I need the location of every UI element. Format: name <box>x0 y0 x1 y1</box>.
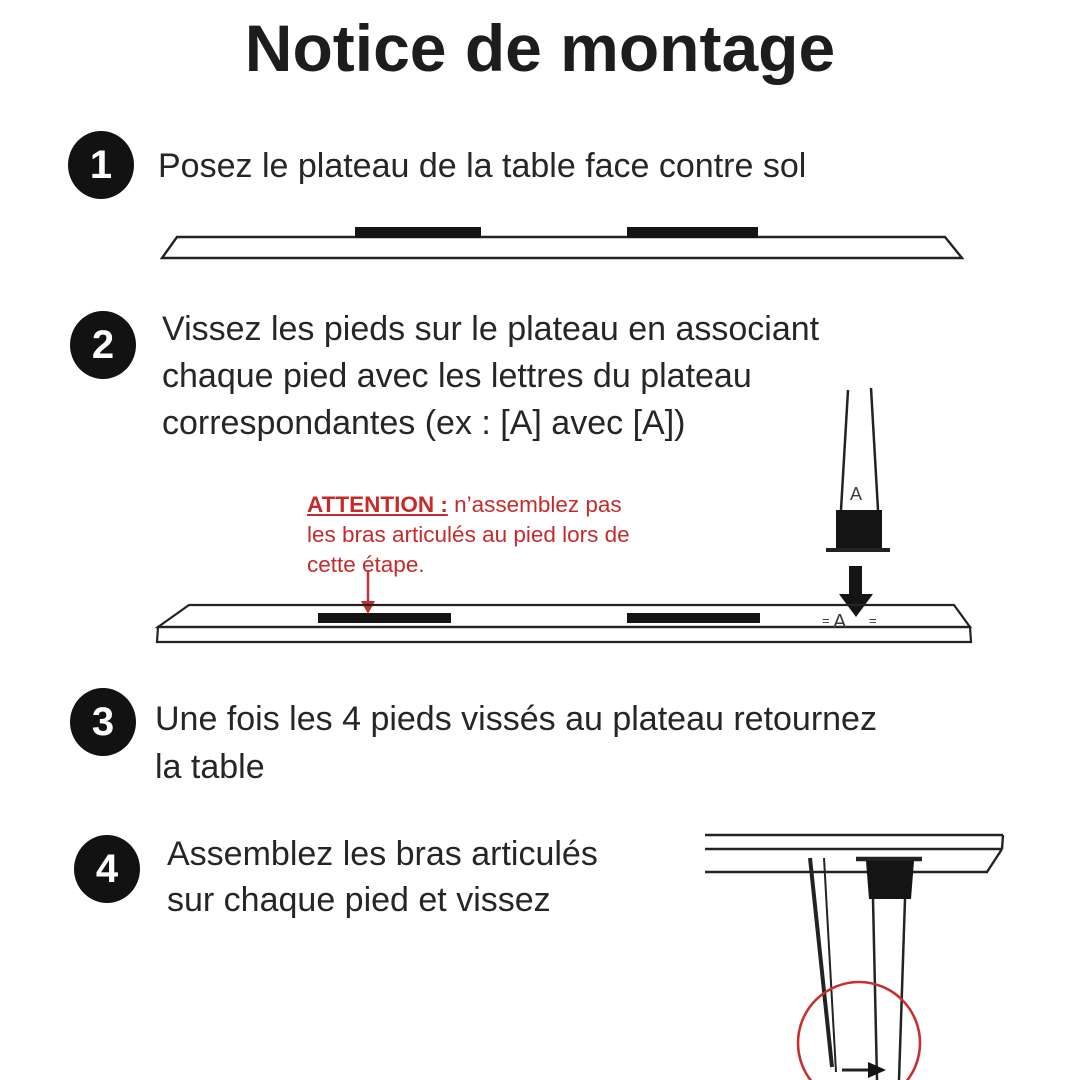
step4-badge <box>74 835 140 903</box>
warning-line: les bras articulés au pied lors de <box>307 522 630 547</box>
mounting-plate-right <box>627 227 758 238</box>
step1-text <box>158 143 806 190</box>
leg-line-right <box>899 899 905 1080</box>
warning-line: cette étape. <box>307 552 425 577</box>
step2-line: Vissez les pieds sur le plateau en associant <box>162 310 820 348</box>
step1-illustration <box>150 220 970 270</box>
attention-arrow-head <box>361 601 375 614</box>
step2-line: correspondantes (ex : [A] avec [A]) <box>162 404 686 442</box>
mounting-plate-left <box>318 613 451 623</box>
plateau-letter-label: A <box>833 611 847 633</box>
leg-letter-label: A <box>850 484 863 504</box>
tabletop-front-edge <box>157 627 971 642</box>
step4-number: 4 <box>95 846 119 891</box>
step2-line: chaque pied avec les lettres du plateau <box>162 357 752 395</box>
tabletop-surface <box>158 605 970 627</box>
tabletop-side-view <box>162 237 962 258</box>
step4-line: sur chaque pied et vissez <box>167 881 551 919</box>
step4-text <box>167 831 598 923</box>
step2-badge <box>70 311 136 379</box>
articulated-arm-line-thick <box>810 858 832 1067</box>
step3-number: 3 <box>91 699 115 744</box>
step4-illustration <box>690 825 1080 1080</box>
step1-line: Posez le plateau de la table face contre sol <box>158 147 807 185</box>
warning-line: n’assemblez pas <box>454 492 622 517</box>
step3-badge <box>70 688 136 756</box>
leg-bracket-block <box>866 861 914 899</box>
plateau-mark-left: = <box>822 613 830 628</box>
leg-bracket-block <box>836 510 882 548</box>
mounting-plate-left <box>355 227 481 238</box>
tabletop-right-bevel <box>987 849 1002 872</box>
leg-line-left <box>873 899 877 1080</box>
step2-number: 2 <box>91 322 115 367</box>
step2-illustration <box>140 380 980 670</box>
warning-label: ATTENTION : <box>307 492 448 517</box>
leg-line-left <box>841 390 848 510</box>
plateau-mark-right: = <box>869 613 877 628</box>
step4-line: Assemblez les bras articulés <box>167 835 598 873</box>
step1-number: 1 <box>89 142 113 187</box>
leg-line-right <box>871 388 878 510</box>
step3-line: Une fois les 4 pieds vissés au plateau retournez <box>155 700 877 738</box>
down-arrow-shaft <box>849 566 862 596</box>
page-title: Notice de montage <box>244 11 836 85</box>
tabletop-right-edge <box>1002 835 1003 849</box>
step3-text <box>155 695 877 791</box>
step1-badge <box>68 131 134 199</box>
mounting-plate-right <box>627 613 760 623</box>
step3-line: la table <box>155 748 265 786</box>
